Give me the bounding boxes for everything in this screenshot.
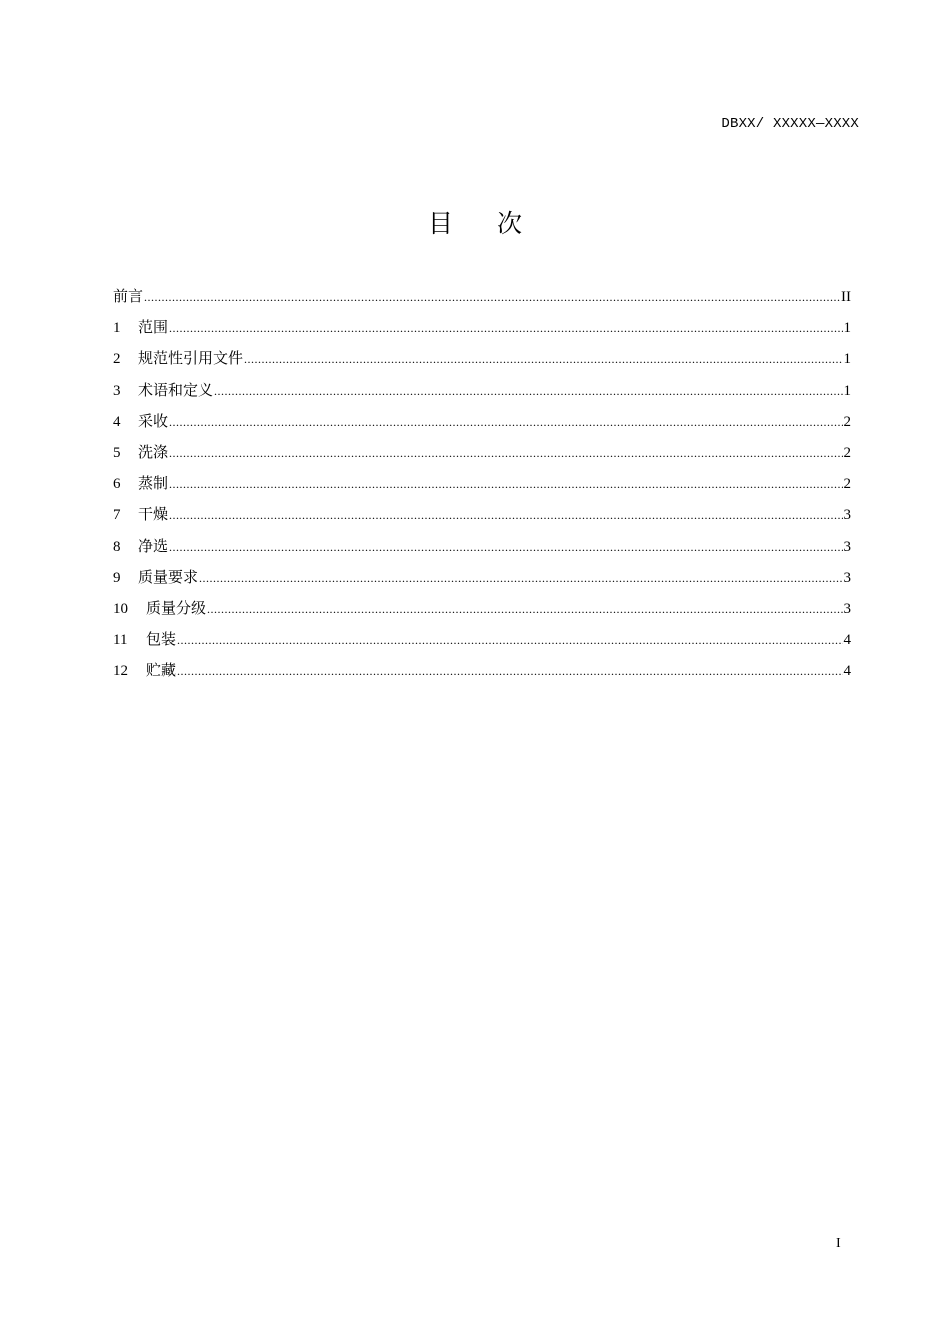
toc-entry-page: 3 (843, 507, 851, 524)
toc-entry-number: 5 (113, 444, 121, 461)
toc-entry-6[interactable] (113, 469, 851, 500)
document-code: DBXX/ XXXXX—XXXX (721, 116, 859, 132)
toc-entry-label: 净选 (138, 538, 169, 555)
toc-title-char-1: 目 (427, 209, 453, 238)
toc-leader-dots (177, 625, 842, 656)
toc-entry-number: 6 (113, 476, 121, 493)
toc-entry-10[interactable] (113, 594, 851, 625)
toc-entry-label: 贮藏 (146, 663, 177, 680)
toc-entry-page: 3 (843, 569, 851, 586)
toc-entry-number: 9 (113, 569, 121, 586)
toc-entry-label: 术语和定义 (138, 382, 214, 399)
toc-entry-page: 3 (843, 538, 851, 555)
toc-entry-label: 采收 (138, 413, 169, 430)
toc-entry-page: 2 (843, 444, 851, 461)
toc-entry-page: 1 (843, 382, 851, 399)
toc-entry-2[interactable] (113, 344, 851, 375)
toc-entry-page: 3 (843, 600, 851, 617)
toc-entry-label: 洗涤 (138, 444, 169, 461)
toc-entry-11[interactable] (113, 625, 851, 656)
toc-entry-8[interactable] (113, 532, 851, 563)
toc-leader-dots (144, 282, 840, 313)
toc-entry-number: 11 (113, 632, 128, 649)
toc-entry-foreword[interactable] (113, 282, 851, 313)
toc-entry-label: 范围 (138, 320, 169, 337)
toc-entry-7[interactable] (113, 500, 851, 531)
toc-entry-page: 4 (843, 632, 851, 649)
toc-leader-dots (177, 656, 842, 687)
toc-entry-page: 2 (843, 413, 851, 430)
toc-entry-number: 12 (113, 663, 128, 680)
toc-entry-number: 1 (113, 320, 121, 337)
toc-entry-3[interactable] (113, 376, 851, 407)
toc-entry-label: 规范性引用文件 (138, 351, 244, 368)
toc-leader-dots (169, 532, 842, 563)
toc-leader-dots (214, 376, 842, 407)
toc-leader-dots (207, 594, 842, 625)
toc-entry-number: 2 (113, 351, 121, 368)
page-number: I (836, 1236, 841, 1251)
toc-entry-1[interactable] (113, 313, 851, 344)
toc-entry-label: 质量要求 (138, 569, 199, 586)
toc-entry-4[interactable] (113, 407, 851, 438)
toc-entry-page: II (841, 289, 851, 305)
toc-title-char-2: 次 (497, 209, 523, 238)
toc-entry-label: 前言 (113, 289, 144, 305)
toc-entry-page: 1 (843, 320, 851, 337)
toc-leader-dots (169, 469, 842, 500)
toc-entry-number: 7 (113, 507, 121, 524)
toc-leader-dots (169, 407, 842, 438)
toc-leader-dots (199, 563, 842, 594)
toc-entry-number: 8 (113, 538, 121, 555)
toc-entry-number: 10 (113, 600, 128, 617)
toc-entry-page: 1 (843, 351, 851, 368)
toc-entry-9[interactable] (113, 563, 851, 594)
toc-list (113, 282, 851, 687)
toc-leader-dots (244, 344, 842, 375)
toc-entry-label: 质量分级 (146, 600, 207, 617)
toc-leader-dots (169, 313, 842, 344)
toc-entry-12[interactable] (113, 656, 851, 687)
toc-leader-dots (169, 438, 842, 469)
toc-entry-label: 干燥 (138, 507, 169, 524)
toc-entry-page: 4 (843, 663, 851, 680)
toc-entry-number: 4 (113, 413, 121, 430)
toc-title (0, 206, 950, 242)
toc-leader-dots (169, 500, 842, 531)
toc-entry-label: 蒸制 (138, 476, 169, 493)
toc-entry-5[interactable] (113, 438, 851, 469)
toc-entry-number: 3 (113, 382, 121, 399)
toc-entry-page: 2 (843, 476, 851, 493)
toc-entry-label: 包装 (146, 632, 177, 649)
